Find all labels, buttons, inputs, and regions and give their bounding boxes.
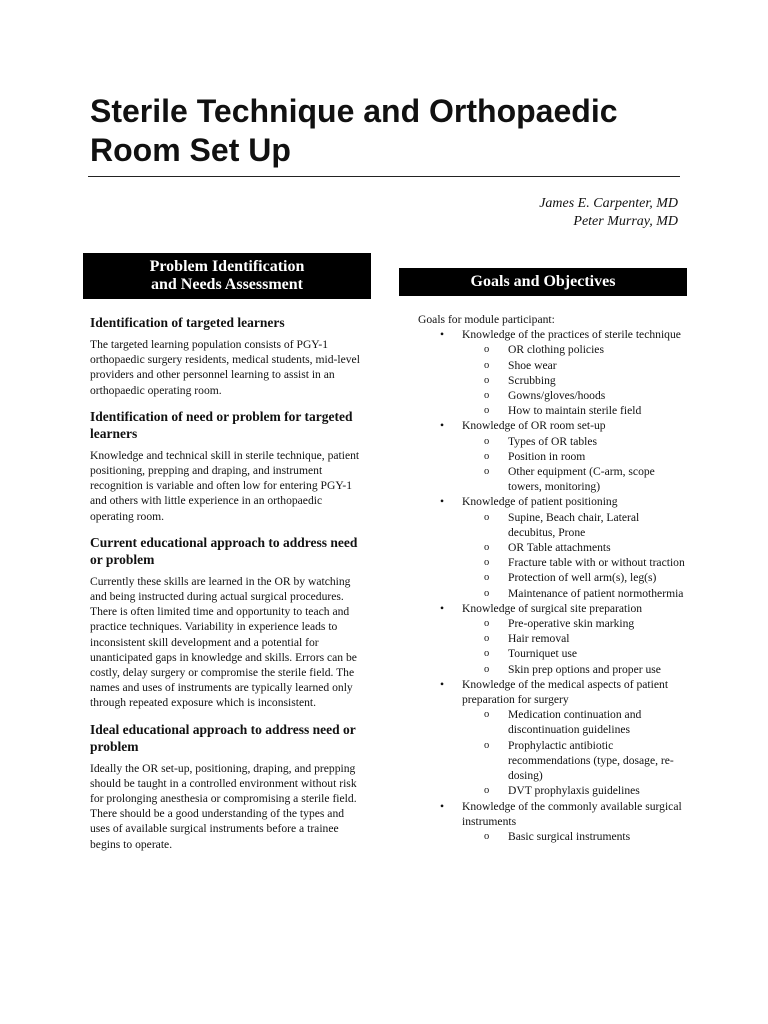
section-heading: Identification of need or problem for targeted learners — [90, 408, 353, 441]
section-body: Knowledge and technical skill in sterile technique, patient positioning, prepping and draping, and instrument recognition is variable and often low for entering PGY-1 and others with little experience in an orthopaedic operating room. — [90, 448, 360, 523]
goal-sublist — [462, 707, 688, 798]
goal-text: Knowledge of patient positioning — [462, 495, 618, 509]
banner-line: Goals and Objectives — [470, 273, 616, 290]
goal-subitem: o Fracture table with or without traction — [462, 555, 688, 570]
goal-text: Knowledge of OR room set-up — [462, 419, 606, 433]
goals-objectives-banner — [399, 268, 687, 296]
goal-subitem: o How to maintain sterile field — [462, 403, 688, 418]
goal-subitem: o Hair removal — [462, 631, 688, 646]
goal-subitem: o Position in room — [462, 449, 688, 464]
goal-subitem: o Maintenance of patient normothermia — [462, 586, 688, 601]
section-body: Ideally the OR set-up, positioning, draping, and prepping should be taught in a controlled environment without risk for prolonging anesthesia or compromising a sterile field. There should be a good understanding of the types and uses of available surgical instruments before a trainee begins to operate. — [90, 761, 357, 851]
goal-subitem: o Other equipment (C-arm, scope towers, monitoring) — [462, 464, 688, 494]
goal-subitem: o Types of OR tables — [462, 434, 688, 449]
goal-subitem: o Prophylactic antibiotic recommendations (type, dosage, re-dosing) — [462, 738, 688, 784]
goal-subitem: o Pre-operative skin marking — [462, 616, 688, 631]
problem-identification-banner — [83, 253, 371, 299]
page-title: Sterile Technique and Orthopaedic Room Set Up — [90, 93, 618, 168]
goal-subitem: o Protection of well arm(s), leg(s) — [462, 570, 688, 585]
goal-subitem: o OR clothing policies — [462, 342, 688, 357]
goal-subitem: o Gowns/gloves/hoods — [462, 388, 688, 403]
author-name: James E. Carpenter, MD — [539, 196, 678, 211]
section-heading: Identification of targeted learners — [90, 315, 285, 330]
goal-subitem: o Tourniquet use — [462, 646, 688, 661]
goal-sublist — [462, 342, 688, 418]
goal-subitem: o Supine, Beach chair, Lateral decubitus, Prone — [462, 510, 688, 540]
goal-subitem: o Skin prep options and proper use — [462, 662, 688, 677]
goal-subitem: o Basic surgical instruments — [462, 829, 688, 844]
needs-assessment-column — [90, 314, 366, 862]
goal-subitem: o DVT prophylaxis guidelines — [462, 783, 688, 798]
goal-sublist — [462, 510, 688, 601]
goals-intro: Goals for module participant: — [418, 313, 555, 326]
author-name: Peter Murray, MD — [573, 214, 678, 229]
goal-item — [418, 677, 688, 799]
goal-subitem: o OR Table attachments — [462, 540, 688, 555]
goal-subitem: o Scrubbing — [462, 373, 688, 388]
goal-text: Knowledge of the practices of sterile technique — [462, 328, 681, 342]
goal-text: Knowledge of the commonly available surgical instruments — [462, 799, 682, 828]
section-heading: Current educational approach to address need or problem — [90, 534, 358, 567]
authors-block — [539, 195, 678, 231]
section-body: The targeted learning population consists of PGY-1 orthopaedic surgery residents, medical students, mid-level providers and other personnel learning to assist in an orthopaedic operating room. — [90, 338, 360, 397]
goal-item — [418, 327, 688, 418]
goals-list — [418, 327, 688, 844]
title-divider — [88, 176, 680, 177]
goal-sublist — [462, 829, 688, 844]
goal-sublist — [462, 434, 688, 495]
section-heading: Ideal educational approach to address need or problem — [90, 721, 356, 754]
goal-text: Knowledge of surgical site preparation — [462, 601, 643, 615]
goal-item — [418, 418, 688, 494]
goal-item — [418, 799, 688, 845]
goal-text: Knowledge of the medical aspects of patient preparation for surgery — [462, 677, 669, 707]
goal-item — [418, 494, 688, 600]
goal-sublist — [462, 616, 688, 677]
goal-subitem: o Shoe wear — [462, 358, 688, 373]
goals-column — [418, 312, 688, 844]
goal-item — [418, 601, 688, 677]
banner-line: and Needs Assessment — [150, 276, 303, 293]
section-body: Currently these skills are learned in the OR by watching and being instructed during actual surgical procedures. There is often limited time and opportunity to teach and practice techniques. Variability in experience leads to inconsistent skill development and a potential for unanticipated gaps in knowledge and skills. Errors can be costly, delay surgery or compromise the sterile field. The names and uses of instruments are typically learned only through repeated exposure which is inconsistent. — [90, 574, 357, 710]
banner-line: Problem Identification — [149, 258, 305, 275]
goal-subitem: o Medication continuation and discontinuation guidelines — [462, 707, 688, 737]
